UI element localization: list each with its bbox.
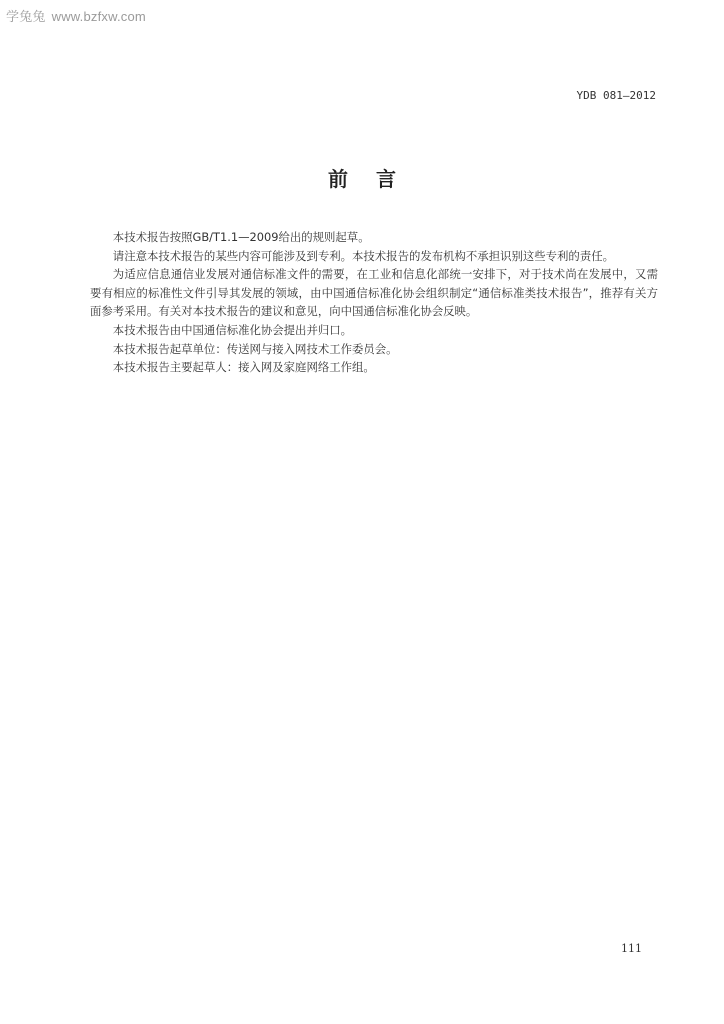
document-code: YDB 081—2012 bbox=[576, 89, 656, 102]
foreword-body bbox=[90, 228, 658, 377]
watermark-url: www.bzfxw.com bbox=[51, 9, 146, 24]
paragraph-drafting-rules: 本技术报告按照GB/T1.1—2009给出的规则起草。 bbox=[112, 230, 370, 244]
paragraph-drafters: 本技术报告主要起草人：接入网及家庭网络工作组。 bbox=[112, 360, 375, 375]
paragraph-patent-notice: 请注意本技术报告的某些内容可能涉及到专利。本技术报告的发布机构不承担识别这些专利的责任。 bbox=[112, 248, 614, 263]
watermark bbox=[6, 6, 146, 25]
paragraph-purpose: 为适应信息通信业发展对通信标准文件的需要，在工业和信息化部统一安排下，对于技术尚在发展中，又需要有相应的标准性文件引导其发展的领域，由中国通信标准化协会组织制定“通信标准类技术报告”，推荐有关方面参考采用。有关对本技术报告的建议和意见，向中国通信标准化协会反映。 bbox=[90, 267, 658, 319]
page-number: 111 bbox=[621, 942, 642, 955]
paragraph-proposer: 本技术报告由中国通信标准化协会提出并归口。 bbox=[112, 322, 353, 337]
page-title: 前言 bbox=[328, 167, 424, 191]
paragraph-drafting-unit: 本技术报告起草单位：传送网与接入网技术工作委员会。 bbox=[112, 341, 398, 356]
watermark-site-name: 学兔兔 bbox=[6, 10, 46, 25]
